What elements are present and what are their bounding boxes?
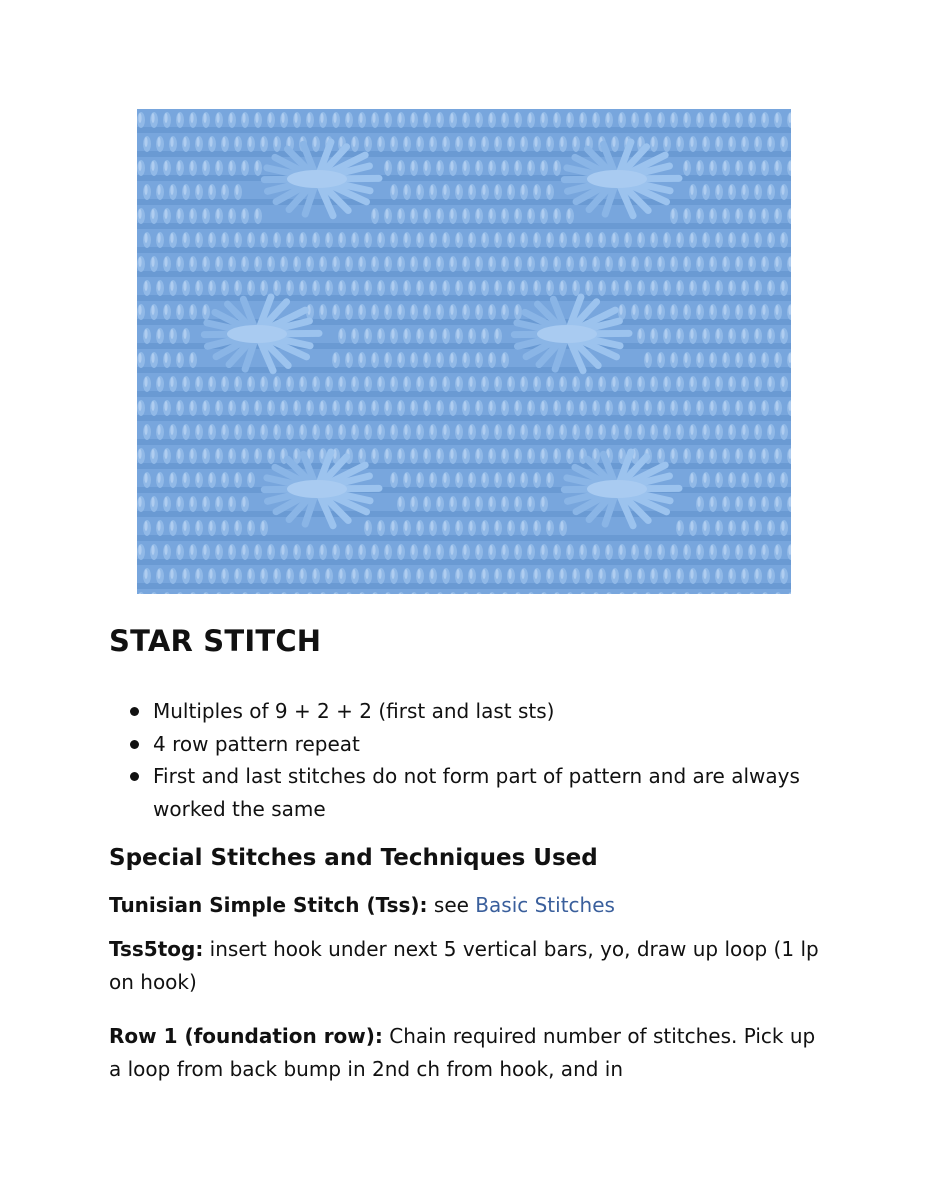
row-label: Row 1 (foundation row): — [109, 1024, 383, 1048]
bullet-text: 4 row pattern repeat — [153, 731, 360, 756]
section-heading: Special Stitches and Techniques Used — [109, 845, 598, 871]
instruction-text: Chain required number of stitches. Pick up a loop from back bump in 2nd ch from hook, and in — [109, 1024, 816, 1081]
definition-text: insert hook under next 5 vertical bars, yo, draw up loop (1 lp on hook) — [109, 937, 819, 994]
bullet-text: First and last stitches do not form part of pattern and are always worked the same — [153, 764, 800, 821]
basic-stitches-link[interactable]: Basic Stitches — [475, 893, 615, 917]
bullet-text: Multiples of 9 + 2 + 2 (first and last sts) — [153, 699, 555, 723]
tss-definition — [109, 889, 829, 922]
list-item — [109, 728, 829, 761]
term-label: Tunisian Simple Stitch (Tss): — [109, 893, 428, 917]
list-item — [109, 695, 829, 728]
star-stitch-swatch-photo — [137, 109, 791, 594]
bullet-icon — [130, 772, 139, 781]
term-label: Tss5tog: — [109, 937, 204, 961]
list-item — [109, 760, 829, 825]
page-title: STAR STITCH — [109, 624, 322, 658]
bullet-icon — [130, 740, 139, 749]
tss5tog-definition — [109, 933, 829, 998]
definition-text: see — [427, 893, 476, 917]
pattern-notes-list — [109, 695, 829, 825]
knitted-swatch-illustration — [137, 109, 791, 594]
bullet-icon — [130, 707, 139, 716]
row1-instructions — [109, 1020, 829, 1085]
